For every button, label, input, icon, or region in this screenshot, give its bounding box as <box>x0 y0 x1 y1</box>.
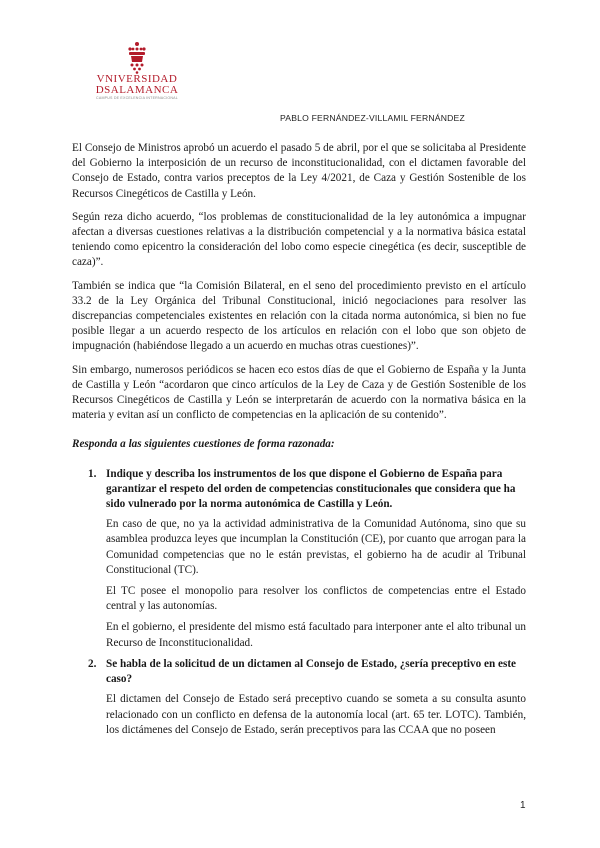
paragraph: El Consejo de Ministros aprobó un acuerdo el pasado 5 de abril, por el que se solicitaba al Presidente del Gobierno la interposición de un recurso de inconstitucionalidad, con el dictamen favorable del Consejo de Estado, contra varios preceptos de la Ley 4/2021, de Caza y Gestión Sostenible de los Recursos Cinegéticos de Castilla y León. <box>72 142 526 200</box>
paragraph: Sin embargo, numerosos periódicos se hacen eco estos días de que el Gobierno de España y la Junta de Castilla y León “acordaron que cinco artículos de la Ley de Caza y de Gestión Sostenible de los Recursos Cinegéticos de Castilla y León se interpretarán de acuerdo con la normativa básica en la materia y evitan así un conflicto de competencias en la aplicación de su contenido”. <box>72 363 526 422</box>
logo-line-2: DSALAMANCA <box>95 84 179 96</box>
logo-subtitle: CAMPUS DE EXCELENCIA INTERNACIONAL <box>96 96 178 100</box>
answer-paragraph: El TC posee el monopolio para resolver los conflictos de competencias entre el Estado central y las autonomías. <box>106 585 526 613</box>
question-text: Indique y describa los instrumentos de los que dispone el Gobierno de España para garantizar el respeto del orden de competencias constitucionales que considera que ha sido vulnerado por la norma autonómica de Castilla y León. <box>106 467 516 511</box>
question-2 <box>72 657 526 687</box>
logo-line-1: VNIVERSIDAD <box>96 73 178 85</box>
page-number: 1 <box>520 800 526 811</box>
question-number: 2. <box>88 657 97 670</box>
author-name: PABLO FERNÁNDEZ-VILLAMIL FERNÁNDEZ <box>280 113 465 123</box>
university-logo <box>92 40 182 101</box>
answer-1 <box>106 517 526 651</box>
question-text: Se habla de la solicitud de un dictamen al Consejo de Estado, ¿sería preceptivo en este caso? <box>106 657 517 686</box>
paragraph: También se indica que “la Comisión Bilateral, en el seno del procedimiento previsto en el artículo 33.2 de la Ley Orgánica del Tribunal Constitucional, inició negociaciones para resolver las discrepancias competenciales existentes en relación con la citada norma autonómica, si bien no fue posible llegar a un acuerdo respecto de los artículos en relación con el lobo que son objeto de impugnación (habiéndose llegado a un acuerdo en muchas otras cuestiones)”. <box>72 279 526 353</box>
document-body <box>72 141 526 744</box>
question-1 <box>72 467 526 513</box>
answer-2 <box>106 692 526 738</box>
university-crest-icon <box>122 40 152 74</box>
question-number: 1. <box>88 467 97 480</box>
answer-paragraph: En el gobierno, el presidente del mismo está facultado para interponer ante el alto tribunal un Recurso de Inconstitucionalidad. <box>106 621 526 649</box>
paragraph: Según reza dicho acuerdo, “los problemas de constitucionalidad de la ley autonómica a impugnar afectan a diversas cuestiones relativas a la distribución competencial y a la normativa básica estatal teniendo como epicentro la consideración del lobo como especie cinegética (es decir, susceptible de caza)”. <box>72 210 526 269</box>
task-title: Responda a las siguientes cuestiones de forma razonada: <box>72 438 335 451</box>
answer-paragraph: En caso de que, no ya la actividad administrativa de la Comunidad Autónoma, sino que su asamblea produzca leyes que incumplan la Constitución (CE), por cuanto que arrogan para la Comunidad competencias que no le están previstas, el gobierno ha de acudir al Tribunal Constitucional (TC). <box>106 518 526 576</box>
answer-paragraph: El dictamen del Consejo de Estado será preceptivo cuando se someta a su consulta asunto relacionado con un conflicto en defensa de la autonomía local (art. 65 ter. LOTC). También, los dictámenes del Consejo de Estado, serán preceptivos para las CCAA que no poseen <box>106 693 526 736</box>
